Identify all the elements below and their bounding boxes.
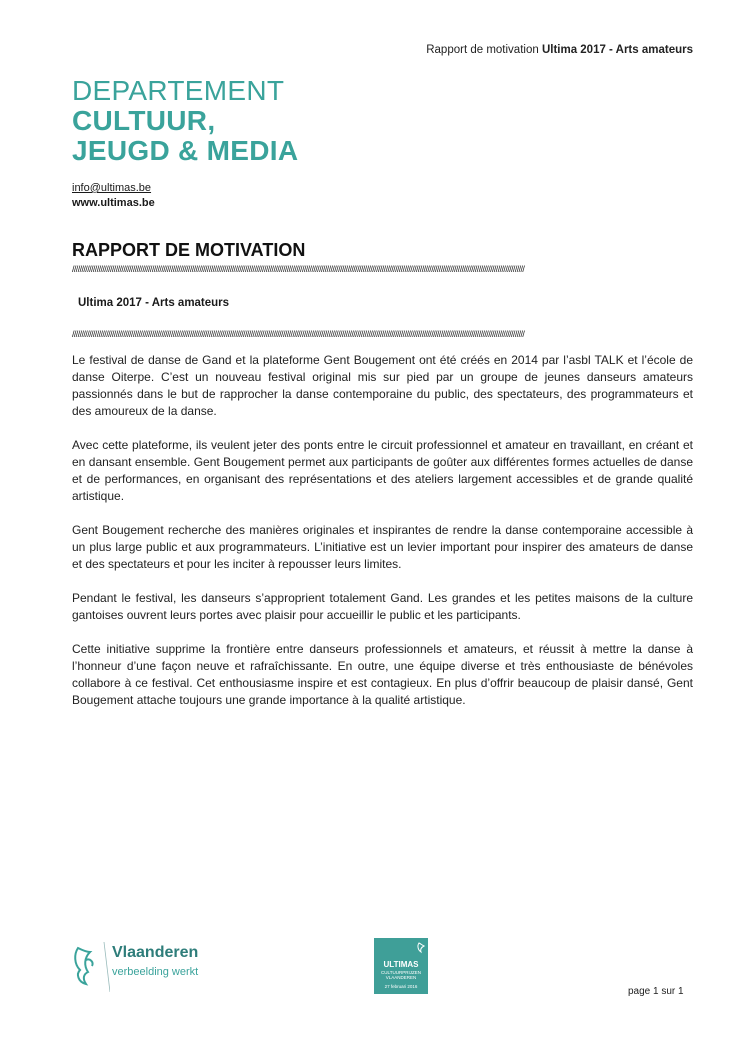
paragraph: Le festival de danse de Gand et la plateforme Gent Bougement ont été créés en 2014 par l’asbl TALK et l’école de danse Oiterpe. C’est un nouveau festival original mis sur pied par un groupe de jeunes danseurs amateurs passionnés dans le but de rapprocher la danse contemporaine du public, des spectateurs, des programmateurs et des amoureux de la danse. (72, 353, 693, 418)
document-title: RAPPORT DE MOTIVATION (72, 240, 306, 260)
ultimas-subtitle (374, 970, 428, 980)
department-logo (72, 76, 298, 166)
running-header-bold: Ultima 2017 - Arts amateurs (541, 44, 693, 56)
department-line-1: DEPARTEMENT (72, 75, 285, 106)
website-link[interactable]: www.ultimas.be (72, 197, 155, 209)
lion-icon (70, 940, 110, 992)
lion-icon (416, 941, 428, 955)
contact-block (72, 181, 155, 211)
department-line-3: JEUGD & MEDIA (72, 135, 299, 166)
ultimas-subtitle-1: CULTUURPRIJZEN (381, 970, 421, 975)
paragraph: Gent Bougement recherche des manières originales et inspirantes de rendre la danse contemporaine accessible à un plus large public et aux programmateurs. L’initiative est un levier important pour inspirer des amateurs de danse et des spectateurs et pour les inciter à repousser leurs limites. (72, 523, 693, 571)
body-text (72, 352, 693, 726)
running-header (426, 44, 693, 56)
paragraph: Pendant le festival, les danseurs s’approprient totalement Gand. Les grandes et les petites maisons de la culture gantoises ouvrent leurs portes avec plaisir pour accueillir le public et les participants. (72, 591, 693, 622)
separator-top: ////////////////////////////////////////////////////////////////////////////////////////////////////////////////////////////////////////////////////////////////////////////////////////////////////////////////////////////////////////////// (72, 264, 525, 274)
department-line-2: CULTUUR, (72, 105, 216, 136)
document-subtitle: Ultima 2017 - Arts amateurs (78, 297, 230, 309)
running-header-prefix: Rapport de motivation (426, 44, 542, 56)
page-number: page 1 sur 1 (628, 986, 684, 997)
vlaanderen-logo (70, 940, 210, 992)
paragraph: Cette initiative supprime la frontière entre danseurs professionnels et amateurs, et réussit à mettre la danse à l’honneur d’une façon neuve et rafraîchissante. En outre, une équipe diverse et très enthousiaste de bénévoles collabore à ce festival. Cet enthousiasme inspire et est contagieux. En plus d’offrir beaucoup de plaisir dansé, Gent Bougement attache toujours une grande importance à la qualité artistique. (72, 642, 693, 707)
ultimas-subtitle-2: VLAANDEREN (385, 975, 417, 980)
ultimas-date: 27 februari 2016 (384, 984, 418, 989)
paragraph: Avec cette plateforme, ils veulent jeter des ponts entre le circuit professionnel et amateur en travaillant, en créant et en dansant ensemble. Gent Bougement permet aux participants de goûter aux différentes formes actuelles de danse et de performances, en organisant des représentations et des ateliers largement accessibles et de grande qualité artistique. (72, 438, 693, 503)
vlaanderen-name: Vlaanderen (112, 944, 199, 961)
ultimas-logo (374, 938, 428, 994)
ultimas-title: ULTIMAS (383, 960, 419, 969)
separator-bottom: ////////////////////////////////////////////////////////////////////////////////////////////////////////////////////////////////////////////////////////////////////////////////////////////////////////////////////////////////////////////// (72, 329, 525, 339)
email-link[interactable]: info@ultimas.be (72, 182, 152, 194)
vlaanderen-tagline: verbeelding werkt (112, 966, 199, 978)
